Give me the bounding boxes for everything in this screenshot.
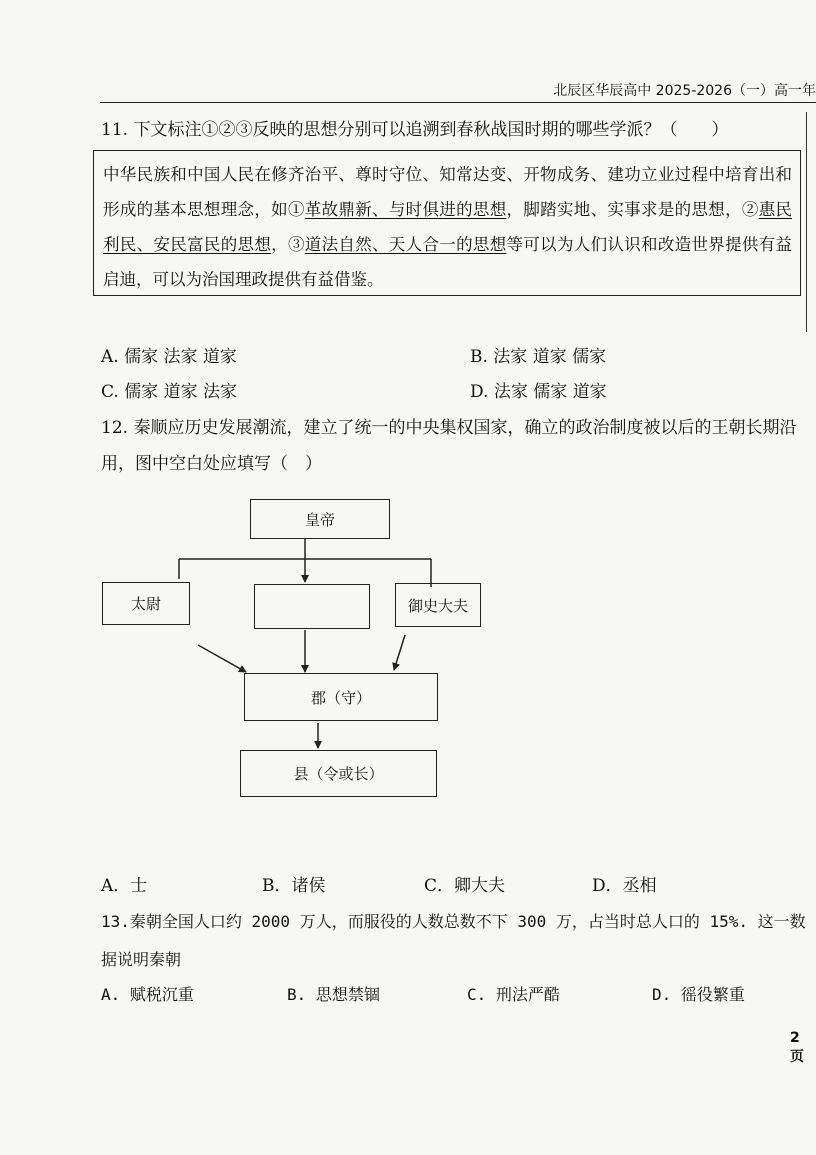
q13-option-b[interactable]: B. 思想禁锢 <box>287 985 380 1004</box>
q11-underlined-2: 惠民利民、安民富民的思想 <box>103 200 792 254</box>
q12-stem: 12. 秦顺应历史发展潮流，建立了统一的中央集权国家，确立的政治制度被以后的王朝长期沿用，图中空白处应填写（ ） <box>101 418 797 474</box>
emperor-box: 皇帝 <box>250 499 390 539</box>
q11-underlined-1: 革故鼎新、与时俱进的思想 <box>304 200 507 219</box>
q11-marker-2: ② <box>741 200 759 219</box>
q11-option-c[interactable]: C. 儒家 道家 法家 <box>101 382 238 402</box>
yushi-dafu-box: 御史大夫 <box>395 583 481 627</box>
header-divider <box>100 102 816 103</box>
government-structure-diagram <box>98 495 488 805</box>
jun-box: 郡（守） <box>244 673 438 721</box>
q11-passage-text-1: 中华民族和中国人民在修齐治平、尊时守位、知常达变、开物成务、建功立业过程中培育出和形成的基本思想理念，如 <box>103 165 792 219</box>
q13-option-a[interactable]: A. 赋税沉重 <box>101 985 194 1004</box>
q11-passage-text-3: ， <box>271 235 288 254</box>
exam-header: 北辰区华辰高中 2025-2026（一）高一年 <box>553 83 816 99</box>
blank-box[interactable] <box>254 584 370 629</box>
q12-option-c[interactable]: C．卿大夫 <box>424 876 506 896</box>
q12-option-b[interactable]: B．诸侯 <box>262 876 326 896</box>
page-number: 2 页 <box>790 1030 804 1065</box>
q11-passage-text-2: ，脚踏实地、实事求是的思想， <box>506 200 742 219</box>
q13-option-d[interactable]: D. 徭役繁重 <box>652 985 745 1004</box>
taiwei-box: 太尉 <box>102 582 190 625</box>
q13-stem: 13.秦朝全国人口约 2000 万人，而服役的人数总数不下 300 万，占当时总人口的 15%. 这一数据说明秦朝 <box>101 912 806 969</box>
q11-underlined-3: 道法自然、天人合一的思想 <box>304 235 507 254</box>
q11-stem: 11. 下文标注①②③反映的思想分别可以追溯到春秋战国时期的哪些学派？（ ） <box>101 120 729 140</box>
q11-option-a[interactable]: A. 儒家 法家 道家 <box>101 347 237 367</box>
q11-marker-3: ③ <box>287 235 305 254</box>
q11-option-d[interactable]: D. 法家 儒家 道家 <box>470 382 607 402</box>
q12-option-d[interactable]: D．丞相 <box>592 876 657 896</box>
q13-option-c[interactable]: C. 刑法严酷 <box>467 985 560 1004</box>
xian-box: 县（令或长） <box>240 750 437 797</box>
margin-line <box>806 112 807 332</box>
q11-option-b[interactable]: B. 法家 道家 儒家 <box>470 347 607 367</box>
q11-marker-1: ① <box>287 200 305 219</box>
q12-option-a[interactable]: A．士 <box>101 876 148 896</box>
q11-passage-box <box>93 150 801 296</box>
q11-passage-text-4: 等可以为人们认识和改造世界提供有益启迪，可以为治国理政提供有益借鉴。 <box>103 235 792 289</box>
